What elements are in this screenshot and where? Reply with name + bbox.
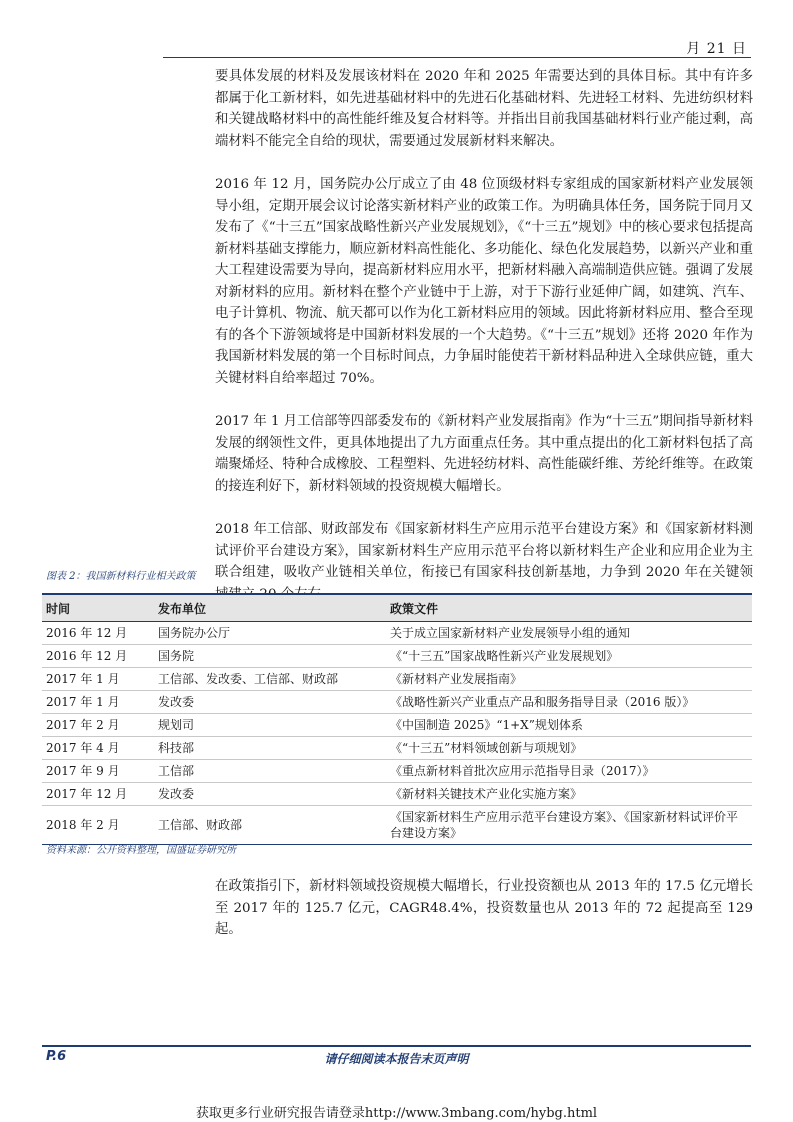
column-header-time: 时间: [46, 601, 71, 616]
cell-doc: 《中国制造 2025》“1+X”规划体系: [386, 714, 752, 737]
cell-unit: 国务院: [154, 645, 386, 668]
cell-unit: 工信部、发改委、工信部、财政部: [154, 668, 386, 691]
paragraph: 要具体发展的材料及发展该材料在 2020 年和 2025 年需要达到的具体目标。其中有许多都属于化工新材料，如先进基础材料中的先进石化基础材料、先进轻工材料、先进纺织材料和关键战略材料中的高性能纤维及复合材料等。并指出目前我国基础材料行业产能过剩，高端材料不能完全自给的现状，需要通过发展新材料来解决。: [215, 69, 753, 149]
table-header-row: [42, 594, 752, 622]
table-row: [42, 622, 752, 645]
table-row: [42, 714, 752, 737]
policy-table: [42, 593, 752, 845]
paragraph: 在政策指引下，新材料领域投资规模大幅增长，行业投资额也从 2013 年的 17.5 亿元增长至 2017 年的 125.7 亿元，CAGR48.4%，投资数量也从 2013 年的 72 起提高至 129 起。: [215, 879, 753, 937]
cell-unit: 发改委: [154, 691, 386, 714]
header-date: 月 21 日: [686, 41, 747, 57]
paragraph: 2018 年工信部、财政部发布《国家新材料生产应用示范平台建设方案》和《国家新材料测试评价平台建设方案》，国家新材料生产应用示范平台将以新材料生产企业和应用企业为主联合组建，吸收产业链相关单位，衔接已有国家科技创新基地，力争到 2020 年在关键领域建立 20 个左右。: [215, 522, 753, 602]
download-link-text[interactable]: 获取更多行业研究报告请登录http://www.3mbang.com/hybg.html: [195, 1106, 598, 1121]
body-text-bottom: [215, 876, 753, 963]
footer-disclaimer: 请仔细阅读本报告末页声明: [324, 1052, 469, 1066]
cell-time: 2017 年 4 月: [42, 737, 154, 760]
cell-unit: 科技部: [154, 737, 386, 760]
cell-doc: 《“十三五”材料领域创新与项规划》: [386, 737, 752, 760]
table-row: [42, 806, 752, 845]
table-row: [42, 645, 752, 668]
table-row: [42, 783, 752, 806]
page-number: P.6: [46, 1049, 67, 1064]
cell-unit: 国务院办公厅: [154, 622, 386, 645]
cell-unit: 工信部、财政部: [154, 806, 386, 845]
cell-time: 2017 年 2 月: [42, 714, 154, 737]
column-header-doc: 政策文件: [390, 601, 439, 616]
table-row: [42, 691, 752, 714]
cell-time: 2016 年 12 月: [42, 622, 154, 645]
paragraph: 2016 年 12 月，国务院办公厅成立了由 48 位顶级材料专家组成的国家新材料产业发展领导小组，定期开展会议讨论落实新材料产业的政策工作。为明确具体任务，国务院于同月又发布了《“十三五”国家战略性新兴产业发展规划》，《“十三五”规划》中的核心要求包括提高新材料基础支撑能力，顺应新材料高性能化、多功能化、绿色化发展趋势，以新兴产业和重大工程建设需要为导向，提高新材料应用水平，把新材料融入高端制造供应链。强调了发展对新材料的应用。新材料在整个产业链中于上游，对于下游行业延伸广阔，如建筑、汽车、电子计算机、物流、航天都可以作为化工新材料应用的领域。因此将新材料应用、整合至现有的各个下游领域将是中国新材料发展的一个大趋势。《“十三五”规划》还将 2020 年作为我国新材料发展的第一个目标时间点，力争届时能使若干新材料品种进入全球供应链，重大关键材料自给率超过 70%。: [215, 177, 753, 386]
cell-doc: 关于成立国家新材料产业发展领导小组的通知: [386, 622, 752, 645]
table-row: [42, 737, 752, 760]
cell-time: 2018 年 2 月: [42, 806, 154, 845]
cell-doc: 《国家新材料生产应用示范平台建设方案》、《国家新材料试评价平台建设方案》: [386, 806, 752, 845]
cell-time: 2016 年 12 月: [42, 645, 154, 668]
cell-doc: 《重点新材料首批次应用示范指导目录（2017）》: [386, 760, 752, 783]
cell-doc: 《“十三五”国家战略性新兴产业发展规划》: [386, 645, 752, 668]
figure-caption: 图表 2：我国新材料行业相关政策: [46, 571, 196, 582]
cell-time: 2017 年 12 月: [42, 783, 154, 806]
cell-time: 2017 年 9 月: [42, 760, 154, 783]
body-text-top: [215, 66, 753, 627]
cell-unit: 规划司: [154, 714, 386, 737]
source-note: 资料来源：公开资料整理，国盛证券研究所: [46, 845, 236, 856]
cell-doc: 《新材料关键技术产业化实施方案》: [386, 783, 752, 806]
paragraph: 2017 年 1 月工信部等四部委发布的《新材料产业发展指南》作为“十三五”期间指导新材料发展的纲领性文件，更具体地提出了九方面重点任务。其中重点提出的化工新材料包括了高端聚烯烃、特种合成橡胶、工程塑料、先进轻纺材料、高性能碳纤维、芳纶纤维等。在政策的接连利好下，新材料领域的投资规模大幅增长。: [215, 414, 753, 494]
table-row: [42, 668, 752, 691]
cell-unit: 工信部: [154, 760, 386, 783]
header-divider: [163, 57, 751, 58]
cell-time: 2017 年 1 月: [42, 668, 154, 691]
cell-doc: 《战略性新兴产业重点产品和服务指导目录（2016 版）》: [386, 691, 752, 714]
cell-unit: 发改委: [154, 783, 386, 806]
cell-doc: 《新材料产业发展指南》: [386, 668, 752, 691]
cell-time: 2017 年 1 月: [42, 691, 154, 714]
column-header-unit: 发布单位: [158, 601, 207, 616]
footer-divider: [42, 1045, 751, 1047]
table-row: [42, 760, 752, 783]
